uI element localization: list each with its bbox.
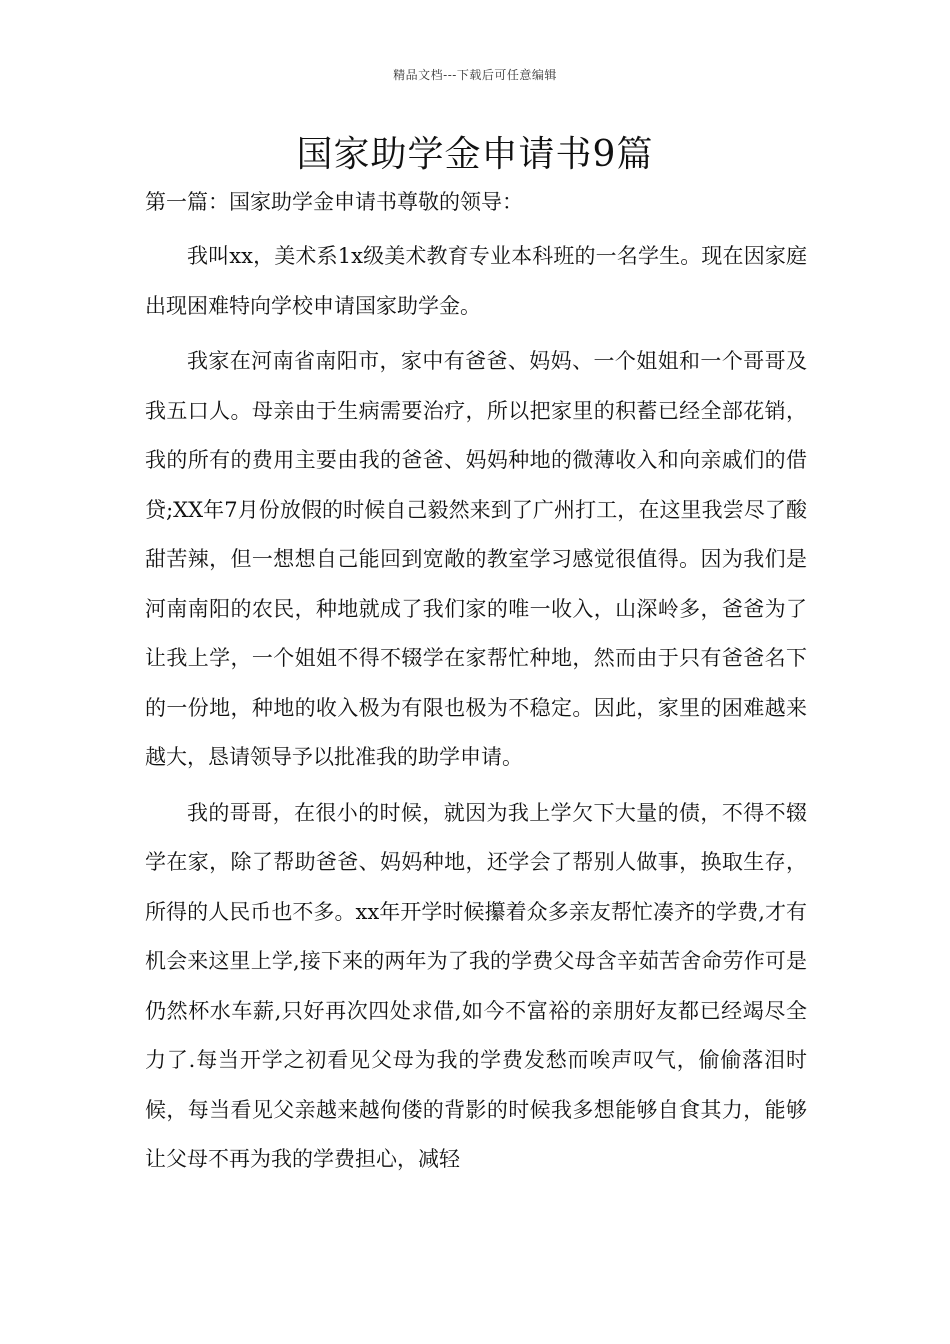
- paragraph-1: 我叫xx，美术系1x级美术教育专业本科班的一名学生。现在因家庭出现困难特向学校申请国家助学金。: [145, 244, 807, 318]
- document-title: 国家助学金申请书9篇: [296, 134, 654, 175]
- paragraph-3: 我的哥哥，在很小的时候，就因为我上学欠下大量的债，不得不辍学在家，除了帮助爸爸、妈妈种地，还学会了帮别人做事，换取生存，所得的人民币也不多。xx年开学时候攥着众多亲友帮忙凑齐的学费,才有机会来这里上学,接下来的两年为了我的学费父母含辛茹苦舍命劳作可是仍然杯水车薪,只好再次四处求借,如今不富裕的亲朋好友都已经竭尽全力了.每当开学之初看见父母为我的学费发愁而唉声叹气，偷偷落泪时候，每当看见父亲越来越佝偻的背影的时候我多想能够自食其力，能够让父母不再为我的学费担心，减轻: [145, 800, 807, 1171]
- document-body: [145, 182, 807, 1191]
- header-note: 精品文档---下载后可任意编辑: [393, 68, 557, 82]
- paragraph-2: 我家在河南省南阳市，家中有爸爸、妈妈、一个姐姐和一个哥哥及我五口人。母亲由于生病需要治疗，所以把家里的积蓄已经全部花销，我的所有的费用主要由我的爸爸、妈妈种地的微薄收入和向亲戚们的借贷;XX年7月份放假的时候自己毅然来到了广州打工，在这里我尝尽了酸甜苦辣，但一想想自己能回到宽敞的教室学习感觉很值得。因为我们是河南南阳的农民，种地就成了我们家的唯一收入，山深岭多，爸爸为了让我上学，一个姐姐不得不辍学在家帮忙种地，然而由于只有爸爸名下的一份地，种地的收入极为有限也极为不稳定。因此，家里的困难越来越大，恳请领导予以批准我的助学申请。: [145, 349, 807, 769]
- section-heading: 第一篇：国家助学金申请书尊敬的领导：: [145, 190, 523, 214]
